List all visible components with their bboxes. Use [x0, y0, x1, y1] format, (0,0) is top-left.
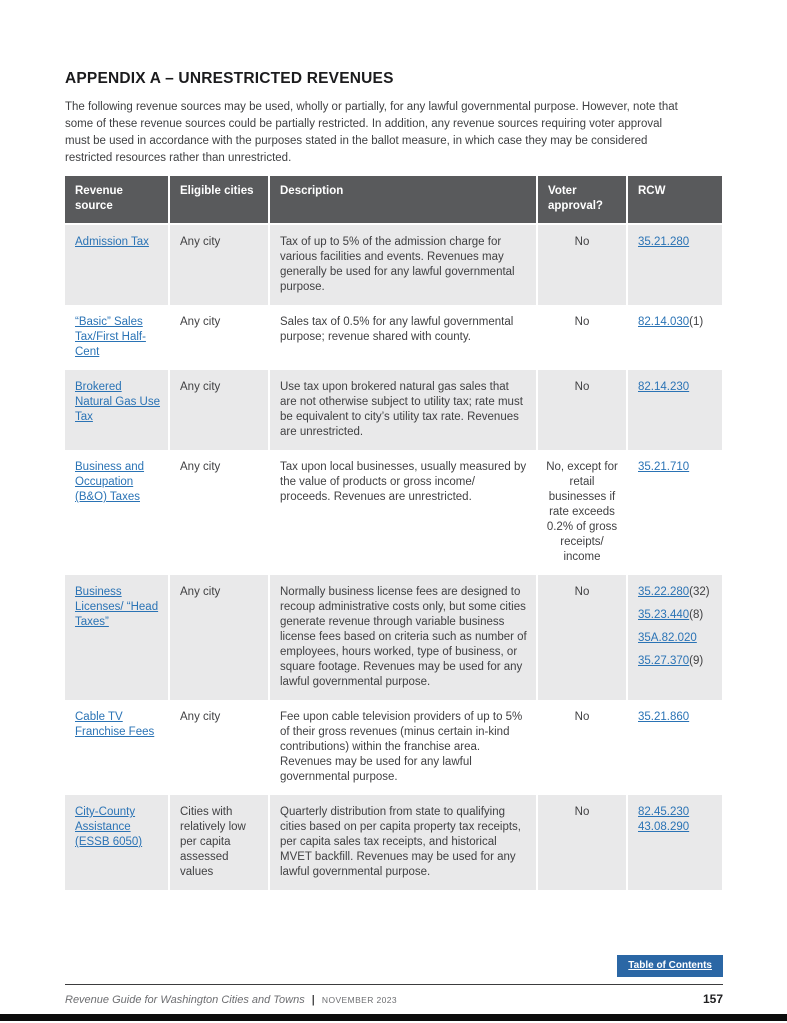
revenue-source-link[interactable]: Cable TV Franchise Fees [75, 711, 155, 738]
rcw-link[interactable]: 35.21.710 [638, 461, 690, 473]
revenue-source-link[interactable]: “Basic” Sales Tax/First Half-Cent [75, 316, 146, 358]
description-cell: Fee upon cable television providers of up to 5% of their gross revenues (minus certain in-kind contributions) within the franchise area. Revenues may be used for any lawful governmental purpose. [269, 700, 537, 795]
revenue-source-cell [65, 450, 169, 575]
rcw-entry [638, 235, 714, 250]
rcw-entry [638, 460, 714, 475]
rcw-cell [627, 305, 722, 370]
revenue-source-link[interactable]: Business Licenses/ “Head Taxes” [75, 586, 159, 628]
rcw-entry [638, 380, 714, 395]
revenue-source-link[interactable]: Admission Tax [75, 236, 149, 248]
intro-paragraph: The following revenue sources may be used, wholly or partially, for any lawful governmental purpose. However, note that some of these revenue sources could be partially restricted. In addition, any revenue sources requiring voter approval must be used in accordance with the purposes stated in the ballot measure, in which case they may be considered restricted resources rather than unrestricted. [65, 101, 678, 164]
footer-separator: | [311, 994, 315, 1006]
table-header [65, 176, 722, 224]
rcw-link[interactable]: 35.23.440 [638, 609, 690, 621]
page-number: 157 [702, 992, 723, 1006]
eligible-cities-cell: Any city [169, 700, 269, 795]
voter-approval-cell: No [537, 575, 627, 700]
footer-area [65, 955, 723, 1006]
col-header-eligible-cities: Eligible cities [169, 176, 269, 224]
rcw-link[interactable]: 35.27.370 [638, 655, 690, 667]
col-header-description: Description [269, 176, 537, 224]
eligible-cities-cell: Any city [169, 305, 269, 370]
rcw-entry [638, 585, 714, 600]
rcw-link[interactable]: 82.14.230 [638, 381, 690, 393]
revenue-source-link[interactable]: City-County Assistance (ESSB 6050) [75, 806, 143, 848]
rcw-link[interactable]: 35.22.280 [638, 586, 690, 598]
rcw-entry [638, 631, 714, 646]
bottom-bar [0, 1014, 787, 1021]
revenue-source-cell [65, 305, 169, 370]
revenue-source-cell [65, 700, 169, 795]
footer-left [65, 994, 397, 1006]
rcw-link[interactable]: 82.45.230 [638, 806, 690, 818]
rcw-cell [627, 224, 722, 305]
voter-approval-cell: No, except for retail businesses if rate exceeds 0.2% of gross receipts/ income [537, 450, 627, 575]
col-header-voter-approval: Voter approval? [537, 176, 627, 224]
rcw-suffix: (8) [689, 609, 704, 621]
table-body [65, 224, 722, 890]
rcw-entry [638, 710, 714, 725]
eligible-cities-cell: Any city [169, 450, 269, 575]
revenue-source-cell [65, 575, 169, 700]
voter-approval-cell: No [537, 224, 627, 305]
rcw-cell [627, 700, 722, 795]
rcw-entry [638, 608, 714, 623]
revenue-table [65, 176, 722, 890]
footer-edition: NOVEMBER 2023 [321, 995, 398, 1005]
table-row [65, 700, 722, 795]
description-cell: Normally business license fees are designed to recoup administrative costs only, but some cities generate revenue through variable business license fees based on criteria such as number of employees, hours worked, type of business, or square footage. Revenues may be used for any lawful governmental purpose. [269, 575, 537, 700]
rcw-suffix: (1) [689, 316, 704, 328]
table-row [65, 795, 722, 890]
table-of-contents-button[interactable]: Table of Contents [617, 955, 723, 977]
eligible-cities-cell: Any city [169, 575, 269, 700]
voter-approval-cell: No [537, 700, 627, 795]
description-cell: Sales tax of 0.5% for any lawful governmental purpose; revenue shared with county. [269, 305, 537, 370]
revenue-source-cell [65, 224, 169, 305]
revenue-source-link[interactable]: Business and Occupation (B&O) Taxes [75, 461, 145, 503]
table-row [65, 575, 722, 700]
rcw-entry [638, 820, 714, 835]
revenue-source-cell [65, 795, 169, 890]
rcw-cell [627, 575, 722, 700]
voter-approval-cell: No [537, 370, 627, 450]
description-cell: Use tax upon brokered natural gas sales that are not otherwise subject to utility tax; rate must be equivalent to city’s utility tax rate. Revenues are unrestricted. [269, 370, 537, 450]
rcw-cell [627, 795, 722, 890]
table-header-row [65, 176, 722, 224]
rcw-cell [627, 370, 722, 450]
description-cell: Tax of up to 5% of the admission charge for various facilities and events. Revenues may generally be used for any lawful governmental purpose. [269, 224, 537, 305]
eligible-cities-cell: Any city [169, 370, 269, 450]
voter-approval-cell: No [537, 795, 627, 890]
col-header-rcw: RCW [627, 176, 722, 224]
rcw-link[interactable]: 35A.82.020 [638, 632, 697, 644]
rcw-cell [627, 450, 722, 575]
eligible-cities-cell: Cities with relatively low per capita assessed values [169, 795, 269, 890]
footer-book-title: Revenue Guide for Washington Cities and Towns [65, 994, 305, 1006]
rcw-entry [638, 805, 714, 820]
rcw-entry [638, 315, 714, 330]
rcw-suffix: (32) [689, 586, 710, 598]
table-row [65, 224, 722, 305]
toc-button-row [65, 955, 723, 977]
voter-approval-cell: No [537, 305, 627, 370]
description-cell: Tax upon local businesses, usually measured by the value of products or gross income/ proceeds. Revenues are unrestricted. [269, 450, 537, 575]
rcw-link[interactable]: 35.21.860 [638, 711, 690, 723]
revenue-source-cell [65, 370, 169, 450]
page-title: APPENDIX A – UNRESTRICTED REVENUES [65, 70, 394, 87]
table-row [65, 450, 722, 575]
col-header-revenue-source: Revenue source [65, 176, 169, 224]
rcw-link[interactable]: 43.08.290 [638, 821, 690, 833]
table-row [65, 370, 722, 450]
rcw-entry [638, 654, 714, 669]
revenue-source-link[interactable]: Brokered Natural Gas Use Tax [75, 381, 161, 423]
rcw-link[interactable]: 35.21.280 [638, 236, 690, 248]
footer-row [65, 992, 723, 1006]
description-cell: Quarterly distribution from state to qualifying cities based on per capita property tax receipts, per capita sales tax receipts, and historical MVET backfill. Revenues may be used for any lawful governmental purpose. [269, 795, 537, 890]
rcw-suffix: (9) [689, 655, 704, 667]
table-row [65, 305, 722, 370]
footer-rule [65, 984, 723, 985]
eligible-cities-cell: Any city [169, 224, 269, 305]
rcw-link[interactable]: 82.14.030 [638, 316, 690, 328]
